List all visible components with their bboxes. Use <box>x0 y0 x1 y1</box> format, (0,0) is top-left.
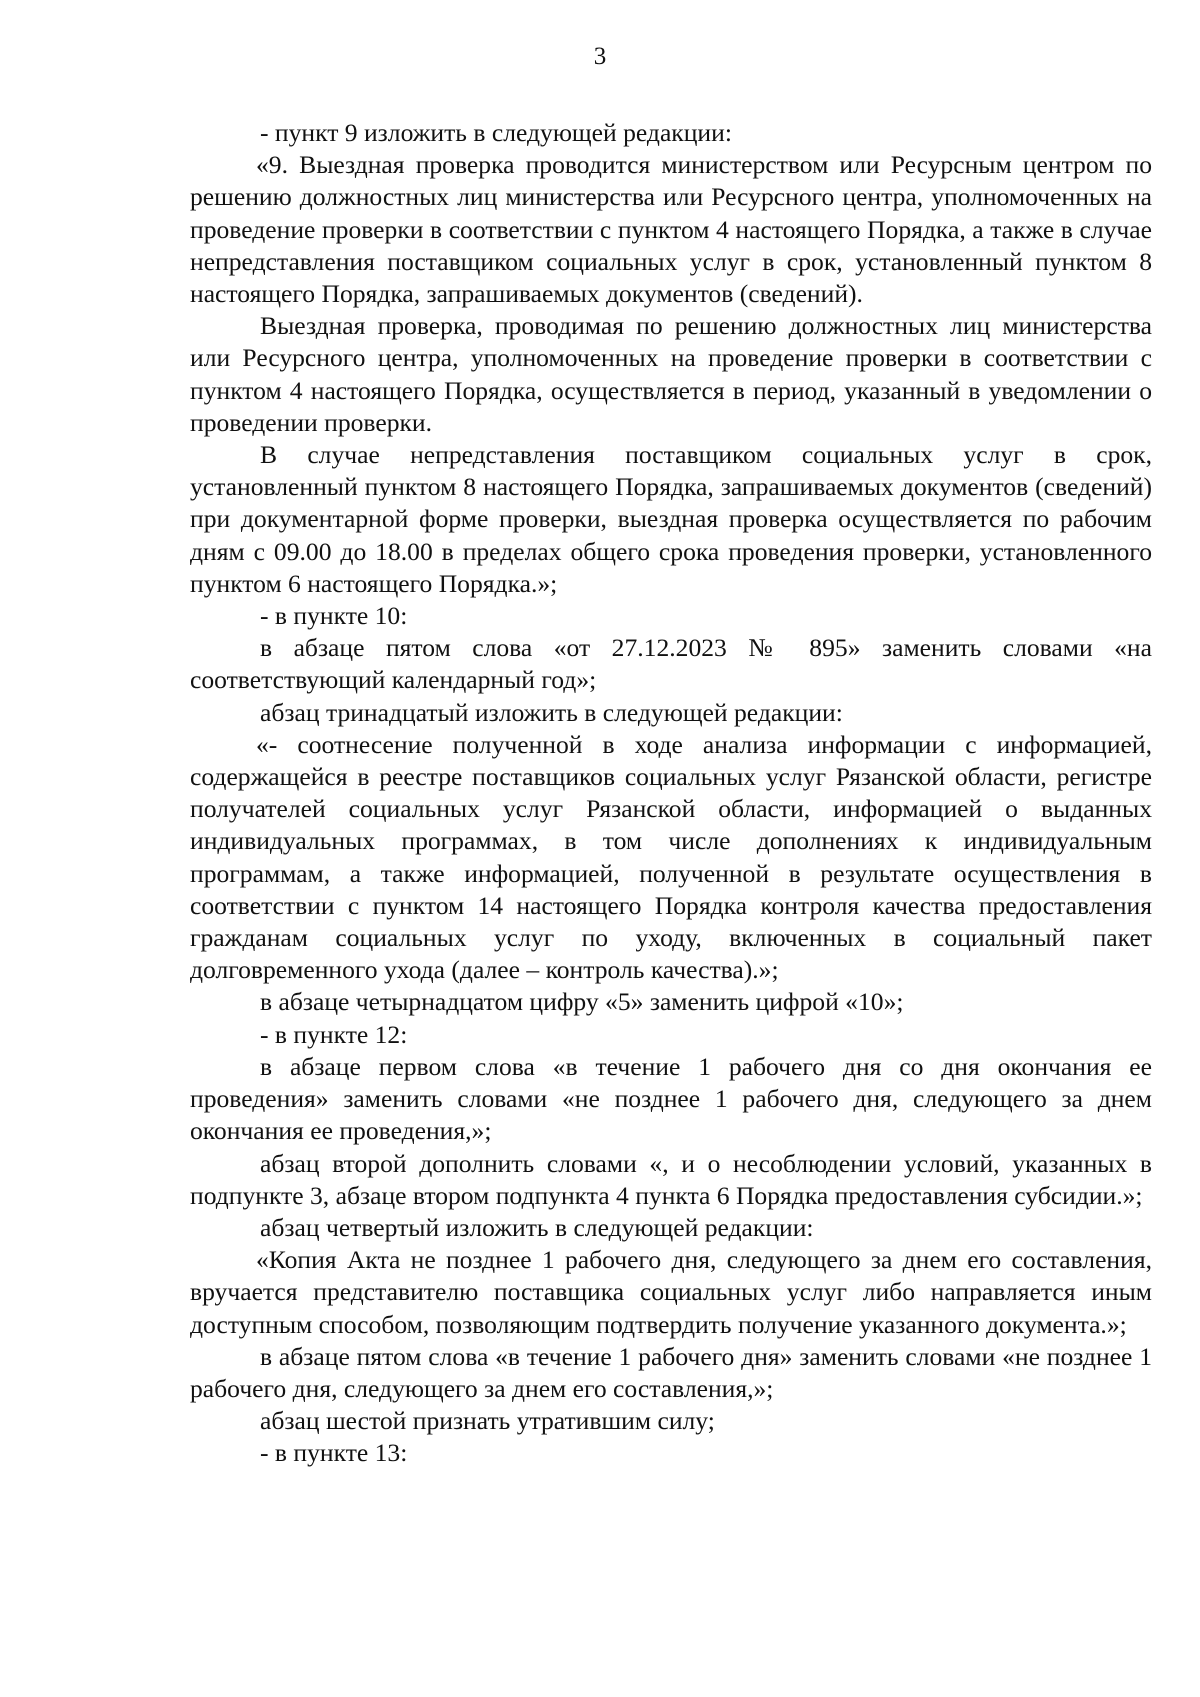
paragraph-item-10-thirteenth: абзац тринадцатый изложить в следующей редакции: <box>260 697 843 727</box>
paragraph-item-13-heading: - в пункте 13: <box>260 1438 408 1468</box>
paragraph-item-10-thirteenth-text: «- соотнесение полученной в ходе анализа информации с информацией, содержащейся в реестре поставщиков социальных услуг Рязанской области, регистре получателей социальных услуг Рязанской области, информацией о выданных индивидуальных программах, в том числе дополнениях к индивидуальным программам, а также информацией, полученной в результате осуществления в соответствии с пунктом 14 настоящего Порядка контроля качества предоставления гражданам социальных услуг по уходу, включенных в социальный пакет долговременного ухода (далее – контроль качества).»; <box>190 729 1152 985</box>
paragraph-amend-item-9: - пункт 9 изложить в следующей редакции: <box>260 118 732 147</box>
paragraph-item-12-sixth: абзац шестой признать утратившим силу; <box>260 1406 715 1436</box>
paragraph-item-12-first: в абзаце первом слова «в течение 1 рабочего дня со дня окончания ее проведения» заменить словами «не позднее 1 рабочего дня, следующего за днем окончания ее проведения,»; <box>190 1051 1152 1146</box>
paragraph-item-10-heading: - в пункте 10: <box>260 601 408 631</box>
paragraph-item-9-text: «9. Выездная проверка проводится министерством или Ресурсным центром по решению должностных лиц министерства или Ресурсного центра, уполномоченных на проведение проверки в соответствии с пунктом 4 настоящего Порядка, а также в случае непредставления поставщиком социальных услуг в срок, установленный пунктом 8 настоящего Порядка, запрашиваемых документов (сведений). <box>190 150 1152 309</box>
page-number: 3 <box>593 43 607 70</box>
paragraph-item-12-fifth: в абзаце пятом слова «в течение 1 рабочего дня» заменить словами «не позднее 1 рабочего дня, следующего за днем его составления,»; <box>190 1341 1152 1403</box>
paragraph-field-inspection-hours: В случае непредставления поставщиком социальных услуг в срок, установленный пунктом 8 настоящего Порядка, запрашиваемых документов (сведений) при документарной форме проверки, выездная проверка осуществляется по рабочим дням с 09.00 до 18.00 в пределах общего срока проведения проверки, установленного пунктом 6 настоящего Порядка.»; <box>190 440 1152 598</box>
paragraph-item-12-heading: - в пункте 12: <box>260 1019 408 1049</box>
paragraph-item-12-fourth: абзац четвертый изложить в следующей редакции: <box>260 1212 814 1242</box>
paragraph-item-12-fourth-text: «Копия Акта не позднее 1 рабочего дня, следующего за днем его составления, вручается представителю поставщика социальных услуг либо направляется иным доступным способом, позволяющим подтвердить получение указанного документа.»; <box>190 1245 1152 1339</box>
paragraph-item-10-fifth: в абзаце пятом слова «от 27.12.2023 № 895» заменить словами «на соответствующий календарный год»; <box>190 633 1152 695</box>
paragraph-item-12-second: абзац второй дополнить словами «, и о несоблюдении условий, указанных в подпункте 3, абзаце втором подпункта 4 пункта 6 Порядка предоставления субсидии.»; <box>190 1148 1152 1210</box>
paragraph-field-inspection-period: Выездная проверка, проводимая по решению должностных лиц министерства или Ресурсного центра, уполномоченных на проведение проверки в соответствии с пунктом 4 настоящего Порядка, осуществляется в период, указанный в уведомлении о проведении проверки. <box>190 311 1152 437</box>
document-body <box>190 117 1152 1470</box>
paragraph-item-10-fourteenth: в абзаце четырнадцатом цифру «5» заменить цифрой «10»; <box>260 987 904 1017</box>
